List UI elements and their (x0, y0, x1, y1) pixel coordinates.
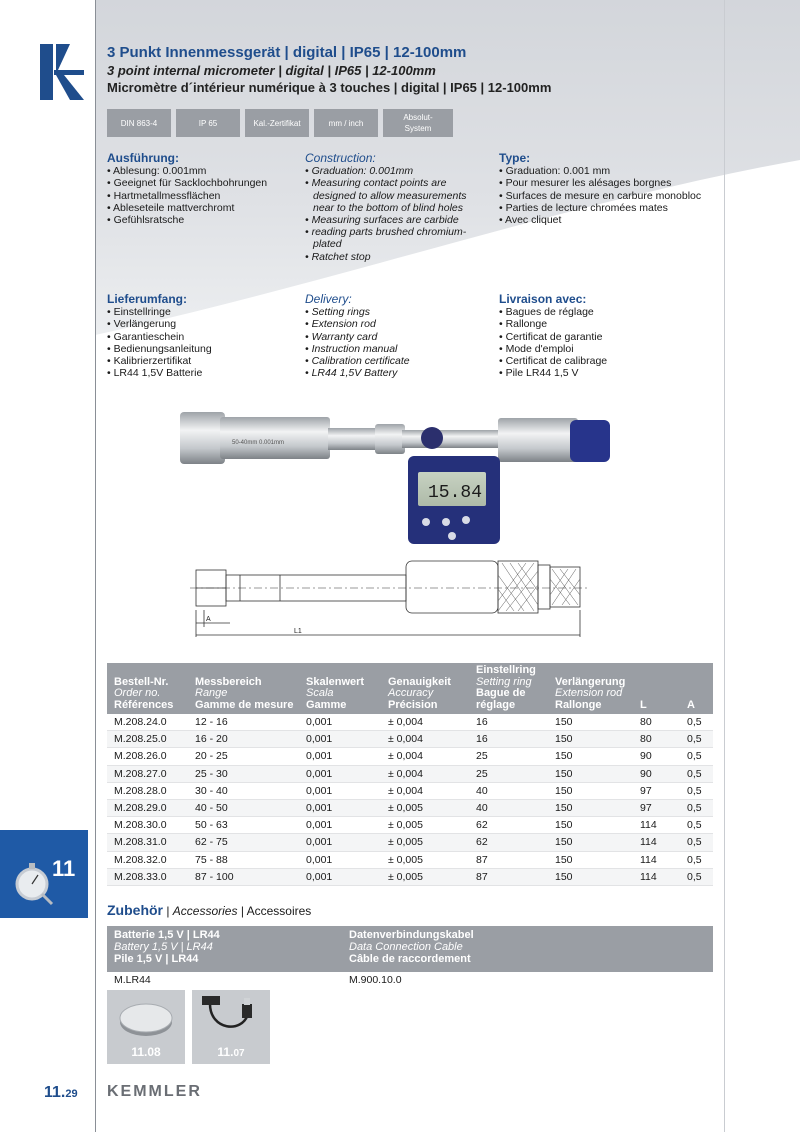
page-number: 11.29 (44, 1084, 78, 1101)
table-cell: ± 0,005 (381, 799, 469, 816)
page-subtitle-fr: Micromètre d´intérieur numérique à 3 touches | digital | IP65 | 12-100mm (107, 80, 552, 95)
list-item: • Instruction manual (305, 342, 398, 355)
table-cell: 0,001 (299, 851, 381, 868)
features-de-heading: Ausführung: (107, 151, 179, 165)
spec-badges (107, 109, 453, 137)
table-cell: 114 (633, 834, 680, 851)
table-cell: 0,5 (680, 817, 713, 834)
badge-calibration: Kal.-Zertifikat (245, 109, 309, 137)
col-setting-ring: Einstellring Setting ring Bague de réglage (469, 663, 548, 714)
table-cell: 30 - 40 (188, 782, 299, 799)
table-cell: 150 (548, 731, 633, 748)
table-cell: 0,5 (680, 748, 713, 765)
table-cell: 0,5 (680, 782, 713, 799)
list-item: designed to allow measurements (313, 189, 467, 202)
table-cell: 0,5 (680, 765, 713, 782)
table-row (107, 731, 713, 748)
list-item: • Rallonge (499, 318, 548, 331)
technical-drawing (180, 555, 600, 640)
lcd-display-value: 15.84 (428, 483, 483, 503)
table-cell: 150 (548, 765, 633, 782)
table-cell: 40 - 50 (188, 799, 299, 816)
delivery-de (107, 293, 212, 379)
list-item: • Kalibrierzertifikat (107, 355, 192, 368)
table-cell: M.208.30.0 (107, 817, 188, 834)
accessories-title-de: Zubehör (107, 902, 163, 918)
list-item: • Bagues de réglage (499, 306, 594, 319)
list-item: • reading parts brushed chromium- (305, 226, 467, 239)
col-order-no: Bestell-Nr. Order no. Références (107, 663, 188, 714)
list-item: • Ableseteile mattverchromt (107, 201, 235, 214)
table-row (107, 851, 713, 868)
right-rule (724, 0, 725, 1132)
table-cell: 114 (633, 868, 680, 885)
list-item: • Graduation: 0.001 mm (499, 165, 611, 178)
accessories-title: Zubehör | Accessories | Accessoires (107, 902, 312, 918)
table-cell: 0,5 (680, 851, 713, 868)
list-item: • Measuring contact points are (305, 177, 447, 190)
table-cell: 25 - 30 (188, 765, 299, 782)
list-item: • LR44 1,5V Battery (305, 367, 398, 380)
accessory-battery-code: M.LR44 (114, 974, 151, 986)
table-cell: M.208.32.0 (107, 851, 188, 868)
battery-page-ref: 11.08 (131, 1045, 161, 1059)
table-cell: ± 0,005 (381, 868, 469, 885)
features-de (107, 152, 267, 226)
accessory-cable-code: M.900.10.0 (349, 974, 402, 986)
table-cell: 150 (548, 817, 633, 834)
page-title: 3 Punkt Innenmessgerät | digital | IP65 | 12-100mm (107, 44, 467, 61)
table-cell: 97 (633, 782, 680, 799)
table-cell: 0,001 (299, 817, 381, 834)
accessories-title-fr: Accessoires (246, 904, 312, 918)
delivery-de-heading: Lieferumfang: (107, 292, 188, 306)
table-row (107, 834, 713, 851)
table-cell: 90 (633, 748, 680, 765)
table-cell: 150 (548, 714, 633, 731)
col-scale: Skalenwert Scala Gamme (299, 663, 381, 714)
table-cell: 0,5 (680, 834, 713, 851)
col-l: L (633, 663, 680, 714)
table-cell: M.208.25.0 (107, 731, 188, 748)
list-item: • Certificat de calibrage (499, 355, 608, 368)
cable-icon (192, 990, 270, 1046)
table-row (107, 868, 713, 885)
battery-image (107, 990, 185, 1064)
list-item: • Warranty card (305, 330, 378, 343)
table-cell: ± 0,005 (381, 851, 469, 868)
table-cell: 16 (469, 731, 548, 748)
badge-ip: IP 65 (176, 109, 240, 137)
table-cell: 97 (633, 799, 680, 816)
table-cell: 0,001 (299, 714, 381, 731)
table-cell: M.208.31.0 (107, 834, 188, 851)
list-item: • Parties de lecture chromées mates (499, 201, 668, 214)
table-cell: 150 (548, 799, 633, 816)
table-cell: 80 (633, 731, 680, 748)
table-row (107, 765, 713, 782)
table-cell: 0,001 (299, 748, 381, 765)
dial-gauge-icon (14, 860, 54, 906)
table-cell: M.208.27.0 (107, 765, 188, 782)
table-cell: ± 0,005 (381, 817, 469, 834)
table-cell: 87 (469, 868, 548, 885)
features-fr (499, 152, 701, 226)
table-cell: 20 - 25 (188, 748, 299, 765)
table-row (107, 714, 713, 731)
list-item: • Extension rod (305, 318, 376, 331)
table-cell: 16 - 20 (188, 731, 299, 748)
spec-table (107, 663, 713, 886)
table-cell: 87 - 100 (188, 868, 299, 885)
features-en (305, 152, 467, 263)
list-item: • Graduation: 0.001mm (305, 165, 414, 178)
table-cell: 50 - 63 (188, 817, 299, 834)
table-cell: 150 (548, 851, 633, 868)
left-rule (95, 0, 96, 1132)
table-row (107, 782, 713, 799)
badge-units: mm / inch (314, 109, 378, 137)
table-cell: ± 0,004 (381, 765, 469, 782)
delivery-en (305, 293, 410, 379)
delivery-fr (499, 293, 607, 379)
table-cell: 0,001 (299, 782, 381, 799)
scale-label: 50-40mm 0.001mm (232, 440, 285, 446)
table-cell: 40 (469, 782, 548, 799)
table-cell: 0,5 (680, 731, 713, 748)
list-item: near to the bottom of blind holes (313, 201, 464, 214)
col-a: A (680, 663, 713, 714)
table-cell: 62 (469, 834, 548, 851)
list-item: • Ratchet stop (305, 250, 371, 263)
table-cell: 150 (548, 782, 633, 799)
table-cell: 75 - 88 (188, 851, 299, 868)
chapter-number: 11 (52, 856, 76, 881)
accessories-title-en: Accessories (172, 904, 238, 918)
table-cell: 16 (469, 714, 548, 731)
table-cell: 150 (548, 868, 633, 885)
table-cell: 25 (469, 765, 548, 782)
table-cell: 114 (633, 817, 680, 834)
table-cell: 0,5 (680, 714, 713, 731)
product-photo (170, 400, 620, 550)
cable-page-ref: 11.07 (217, 1045, 245, 1059)
list-item: • Hartmetallmessflächen (107, 189, 221, 202)
table-cell: M.208.26.0 (107, 748, 188, 765)
table-cell: 62 - 75 (188, 834, 299, 851)
table-cell: ± 0,005 (381, 834, 469, 851)
table-cell: 40 (469, 799, 548, 816)
table-cell: 0,001 (299, 799, 381, 816)
table-cell: 150 (548, 748, 633, 765)
battery-icon (107, 990, 185, 1046)
list-item: • Surfaces de mesure en carbure monobloc (499, 189, 702, 202)
dimension-l1-label: L1 (294, 628, 302, 635)
table-cell: M.208.29.0 (107, 799, 188, 816)
table-cell: M.208.33.0 (107, 868, 188, 885)
list-item: • Pile LR44 1,5 V (499, 367, 579, 380)
list-item: • Gefühlsratsche (107, 214, 185, 227)
badge-absolute: Absolut- System (383, 109, 453, 137)
col-extension: Verlängerung Extension rod Rallonge (548, 663, 633, 714)
table-row (107, 799, 713, 816)
list-item: • Certificat de garantie (499, 330, 603, 343)
table-cell: M.208.28.0 (107, 782, 188, 799)
features-en-heading: Construction: (305, 151, 376, 165)
table-cell: 90 (633, 765, 680, 782)
list-item: plated (313, 238, 342, 251)
list-item: • Ablesung: 0.001mm (107, 165, 207, 178)
table-row (107, 817, 713, 834)
list-item: • Setting rings (305, 306, 370, 319)
table-cell: 25 (469, 748, 548, 765)
badge-din: DIN 863-4 (107, 109, 171, 137)
table-header-row (107, 663, 713, 714)
table-cell: 62 (469, 817, 548, 834)
table-cell: ± 0,004 (381, 782, 469, 799)
accessory-cable-header: Datenverbindungskabel Data Connection Cable Câble de raccordement (349, 929, 474, 965)
list-item: • Bedienungsanleitung (107, 342, 212, 355)
table-cell: 80 (633, 714, 680, 731)
list-item: • Pour mesurer les alésages borgnes (499, 177, 672, 190)
table-cell: M.208.24.0 (107, 714, 188, 731)
list-item: • Measuring surfaces are carbide (305, 214, 459, 227)
list-item: • Einstellringe (107, 306, 171, 319)
brand-name: KEMMLER (107, 1083, 202, 1100)
table-cell: 0,001 (299, 834, 381, 851)
list-item: • Avec cliquet (499, 214, 562, 227)
table-cell: ± 0,004 (381, 731, 469, 748)
kemmler-logo-icon (40, 44, 84, 100)
list-item: • LR44 1,5V Batterie (107, 367, 203, 380)
table-cell: 12 - 16 (188, 714, 299, 731)
cable-image (192, 990, 270, 1064)
table-cell: 114 (633, 851, 680, 868)
accessories-header-bar (107, 926, 713, 972)
accessory-battery-header: Batterie 1,5 V | LR44 Battery 1,5 V | LR44 Pile 1,5 V | LR44 (114, 929, 220, 965)
list-item: • Geeignet für Sacklochbohrungen (107, 177, 268, 190)
table-cell: 0,5 (680, 799, 713, 816)
features-fr-heading: Type: (499, 151, 531, 165)
table-cell: 0,001 (299, 765, 381, 782)
table-cell: 87 (469, 851, 548, 868)
table-cell: 0,001 (299, 731, 381, 748)
col-accuracy: Genauigkeit Accuracy Précision (381, 663, 469, 714)
dimension-a-label: A (206, 616, 211, 623)
table-cell: 0,5 (680, 868, 713, 885)
page-subtitle-en: 3 point internal micrometer | digital | IP65 | 12-100mm (107, 63, 436, 78)
list-item: • Mode d'emploi (499, 342, 574, 355)
delivery-en-heading: Delivery: (305, 292, 352, 306)
table-row (107, 748, 713, 765)
col-range: Messbereich Range Gamme de mesure (188, 663, 299, 714)
delivery-fr-heading: Livraison avec: (499, 292, 587, 306)
list-item: • Verlängerung (107, 318, 177, 331)
table-cell: ± 0,004 (381, 748, 469, 765)
table-cell: ± 0,004 (381, 714, 469, 731)
list-item: • Calibration certificate (305, 355, 410, 368)
list-item: • Garantieschein (107, 330, 185, 343)
table-cell: 0,001 (299, 868, 381, 885)
table-cell: 150 (548, 834, 633, 851)
